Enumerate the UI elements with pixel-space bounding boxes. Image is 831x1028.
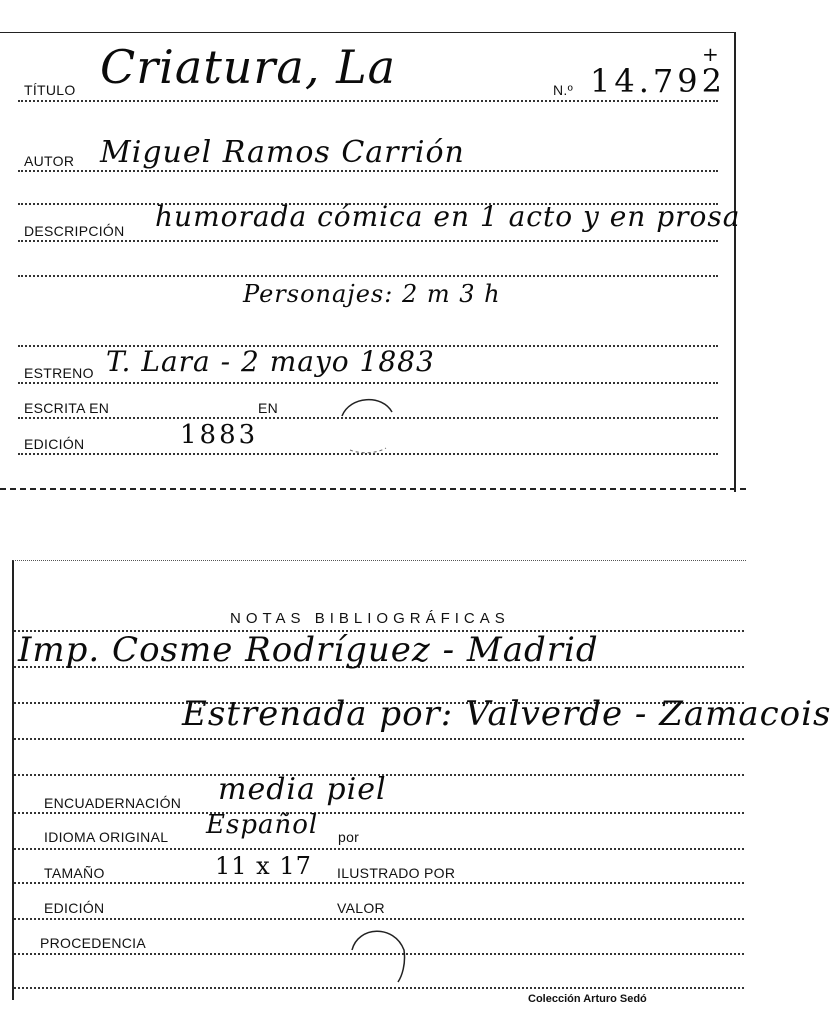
rule-line <box>14 882 744 884</box>
titulo-label: TÍTULO <box>24 82 76 98</box>
rule-line <box>18 275 718 277</box>
en-label: EN <box>258 400 279 416</box>
titulo-value: Criatura, La <box>100 40 397 94</box>
punch-hole-icon <box>336 390 398 456</box>
idioma-value: Español <box>206 810 319 840</box>
rule-line <box>14 987 744 989</box>
rule-line <box>18 100 718 102</box>
rule-line <box>14 812 744 814</box>
rule-line <box>14 738 744 740</box>
estreno-label: ESTRENO <box>24 365 94 381</box>
numero-value: 14.792 <box>590 62 726 100</box>
edicion2-label: EDICIÓN <box>44 900 105 916</box>
numero-label: N.º <box>553 82 574 98</box>
valor-label: VALOR <box>337 900 385 916</box>
escrita-en-label: ESCRITA EN <box>24 400 110 416</box>
rule-line <box>18 240 718 242</box>
encuadernacion-label: ENCUADERNACIÓN <box>44 795 182 811</box>
procedencia-label: PROCEDENCIA <box>40 935 146 951</box>
descripcion-value: humorada cómica en 1 acto y en prosa <box>155 200 741 233</box>
edicion-label: EDICIÓN <box>24 436 85 452</box>
card-bottom-edge <box>0 488 746 490</box>
nota-estrenada: Estrenada por: Valverde - Zamacois <box>182 694 831 734</box>
estreno-value: T. Lara - 2 mayo 1883 <box>106 345 435 378</box>
ilustrado-label: ILUSTRADO POR <box>337 865 456 881</box>
notas-heading: NOTAS BIBLIOGRÁFICAS <box>230 610 510 627</box>
punch-hole-icon <box>340 920 410 986</box>
rule-line <box>18 170 718 172</box>
nota-imprenta: Imp. Cosme Rodríguez - Madrid <box>18 630 599 670</box>
numero-mark: + <box>702 42 720 66</box>
tamano-value: 11 x 17 <box>215 852 312 880</box>
edicion-value: 1883 <box>180 420 259 450</box>
descripcion-label: DESCRIPCIÓN <box>24 223 125 239</box>
autor-value: Miguel Ramos Carrión <box>100 135 465 170</box>
encuadernacion-value: media piel <box>218 772 387 807</box>
rule-line <box>14 848 744 850</box>
coleccion-footer: Colección Arturo Sedó <box>528 993 647 1005</box>
autor-label: AUTOR <box>24 153 75 169</box>
rule-line <box>18 382 718 384</box>
idioma-label: IDIOMA ORIGINAL <box>44 829 169 845</box>
por-label: por <box>338 829 360 845</box>
tamano-label: TAMAÑO <box>44 865 105 881</box>
personajes-value: Personajes: 2 m 3 h <box>243 280 501 308</box>
